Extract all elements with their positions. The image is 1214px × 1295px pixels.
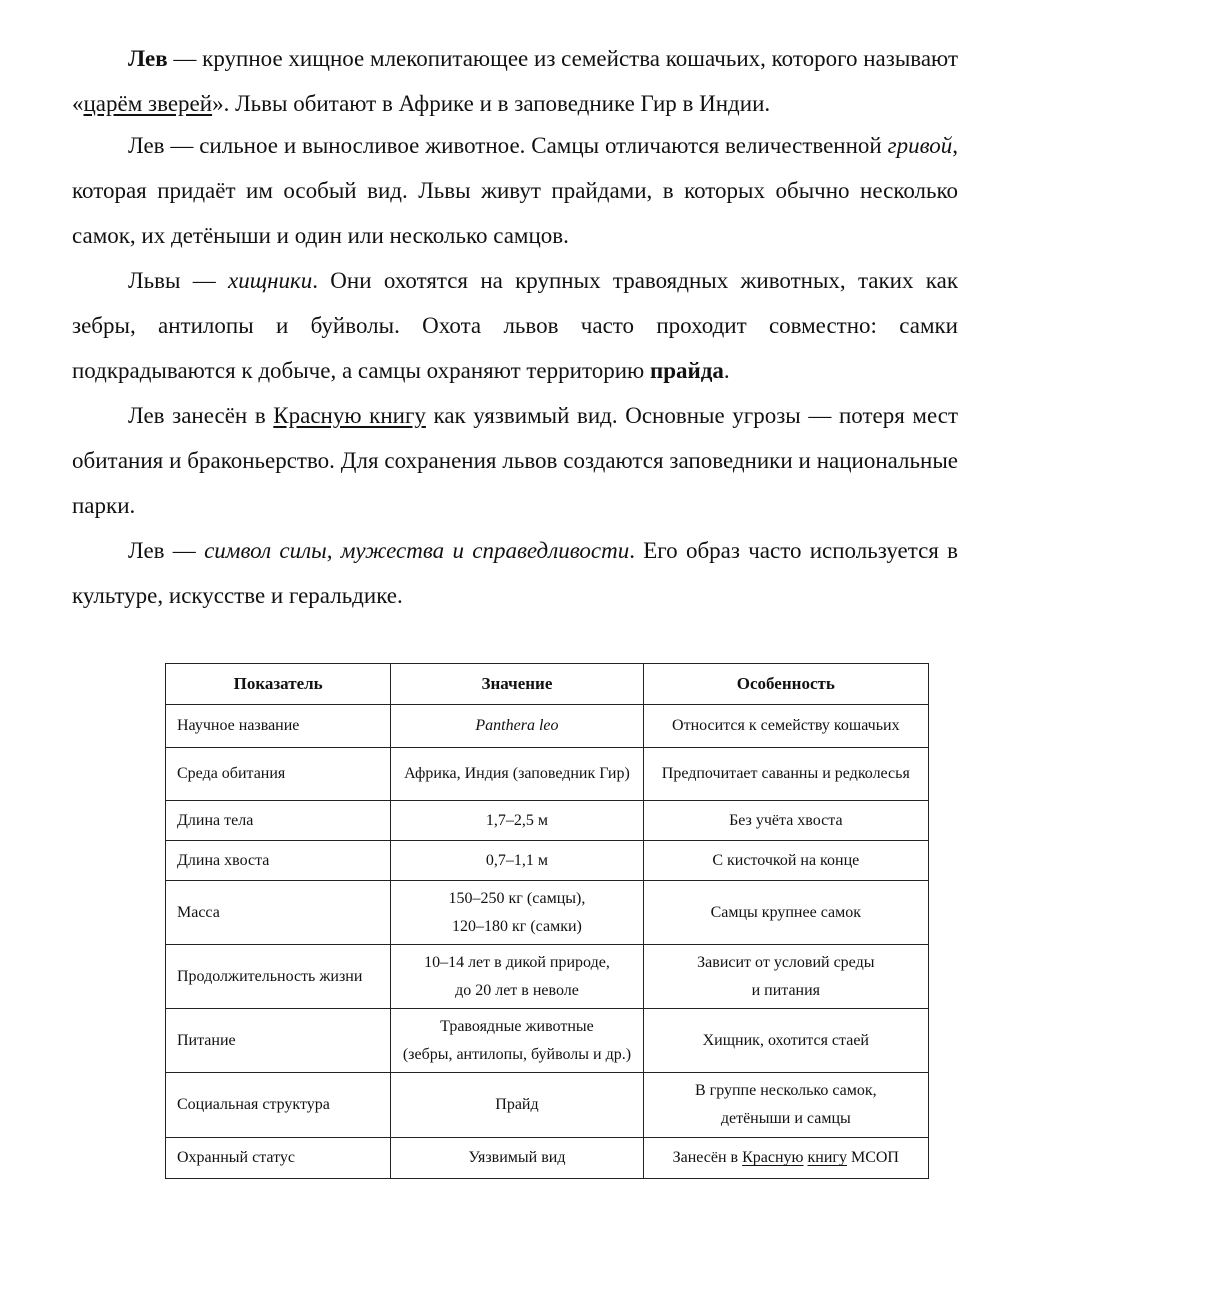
link-king-of-beasts[interactable]: царём зверей <box>83 91 213 116</box>
cell-feature: Хищник, охотится стаей <box>643 1009 928 1073</box>
cell-feature: Занесён в Красную книгу МСОП <box>643 1138 928 1179</box>
cell-feature: Относится к семейству кошачьих <box>643 705 928 748</box>
table-row <box>166 1138 929 1179</box>
table-row <box>166 705 929 748</box>
bold-term-lion: Лев <box>128 46 168 71</box>
table-row <box>166 748 929 801</box>
cell-value: 1,7–2,5 м <box>391 801 643 841</box>
cell-value: Panthera leo <box>391 705 643 748</box>
paragraph-hunting: Львы — хищники. Они охотятся на крупных травоядных животных, таких как зебры, антилопы и буйволы. Охота львов часто проходит совместно: самки подкрадываются к добыче, а самцы охраняют территорию прайда. <box>72 268 958 383</box>
cell-value: Африка, Индия (заповедник Гир) <box>391 748 643 801</box>
header-indicator: Показатель <box>166 664 391 705</box>
table-row <box>166 801 929 841</box>
cell-value: Травоядные животные (зебры, антилопы, буйволы и др.) <box>391 1009 643 1073</box>
table-header-row <box>166 664 929 705</box>
facts-table <box>165 663 929 1179</box>
cell-value: 150–250 кг (самцы), 120–180 кг (самки) <box>391 881 643 945</box>
paragraph-symbol: Лев — символ силы, мужества и справедливости. Его образ часто используется в культуре, искусстве и геральдике. <box>72 538 958 608</box>
cell-indicator: Длина тела <box>166 801 391 841</box>
cell-indicator: Продолжительность жизни <box>166 945 391 1009</box>
cell-indicator: Питание <box>166 1009 391 1073</box>
cell-feature: С кисточкой на конце <box>643 841 928 881</box>
link-red[interactable]: Красную <box>742 1149 804 1166</box>
bold-term-pride: прайда <box>649 358 724 383</box>
table-row <box>166 841 929 881</box>
header-feature: Особенность <box>643 664 928 705</box>
table-row <box>166 1073 929 1138</box>
paragraph-conservation: Лев занесён в Красную книгу как уязвимый вид. Основные угрозы — потеря мест обитания и браконьерство. Для сохранения львов создаются заповедники и национальные парки. <box>72 403 958 518</box>
cell-indicator: Научное название <box>166 705 391 748</box>
cell-feature: Без учёта хвоста <box>643 801 928 841</box>
table-row <box>166 1009 929 1073</box>
cell-indicator: Масса <box>166 881 391 945</box>
header-value: Значение <box>391 664 643 705</box>
cell-feature: Предпочитает саванны и редколесья <box>643 748 928 801</box>
cell-value: 0,7–1,1 м <box>391 841 643 881</box>
cell-feature: В группе несколько самок, детёныши и самцы <box>643 1073 928 1138</box>
table-row <box>166 945 929 1009</box>
cell-indicator: Среда обитания <box>166 748 391 801</box>
link-book[interactable]: книгу <box>807 1149 847 1166</box>
cell-value: 10–14 лет в дикой природе, до 20 лет в неволе <box>391 945 643 1009</box>
italic-phrase-symbol: символ силы, мужества и справедливости <box>204 538 630 563</box>
cell-indicator: Длина хвоста <box>166 841 391 881</box>
link-red-book[interactable]: Красную книгу <box>273 403 426 428</box>
italic-term-mane: гривой <box>887 133 953 158</box>
paragraph-intro: Лев — крупное хищное млекопитающее из семейства кошачьих, которого называют «царём зверей». Львы обитают в Африке и в заповеднике Гир в Индии. <box>72 46 958 116</box>
cell-indicator: Охранный статус <box>166 1138 391 1179</box>
table-row <box>166 881 929 945</box>
cell-indicator: Социальная структура <box>166 1073 391 1138</box>
cell-feature: Самцы крупнее самок <box>643 881 928 945</box>
cell-value: Прайд <box>391 1073 643 1138</box>
cell-feature: Зависит от условий среды и питания <box>643 945 928 1009</box>
italic-term-predators: хищники <box>228 268 313 293</box>
cell-value: Уязвимый вид <box>391 1138 643 1179</box>
paragraph-appearance: Лев — сильное и выносливое животное. Самцы отличаются величественной гривой, которая придаёт им особый вид. Львы живут прайдами, в которых обычно несколько самок, их детёныши и один или несколько самцов. <box>72 133 958 248</box>
